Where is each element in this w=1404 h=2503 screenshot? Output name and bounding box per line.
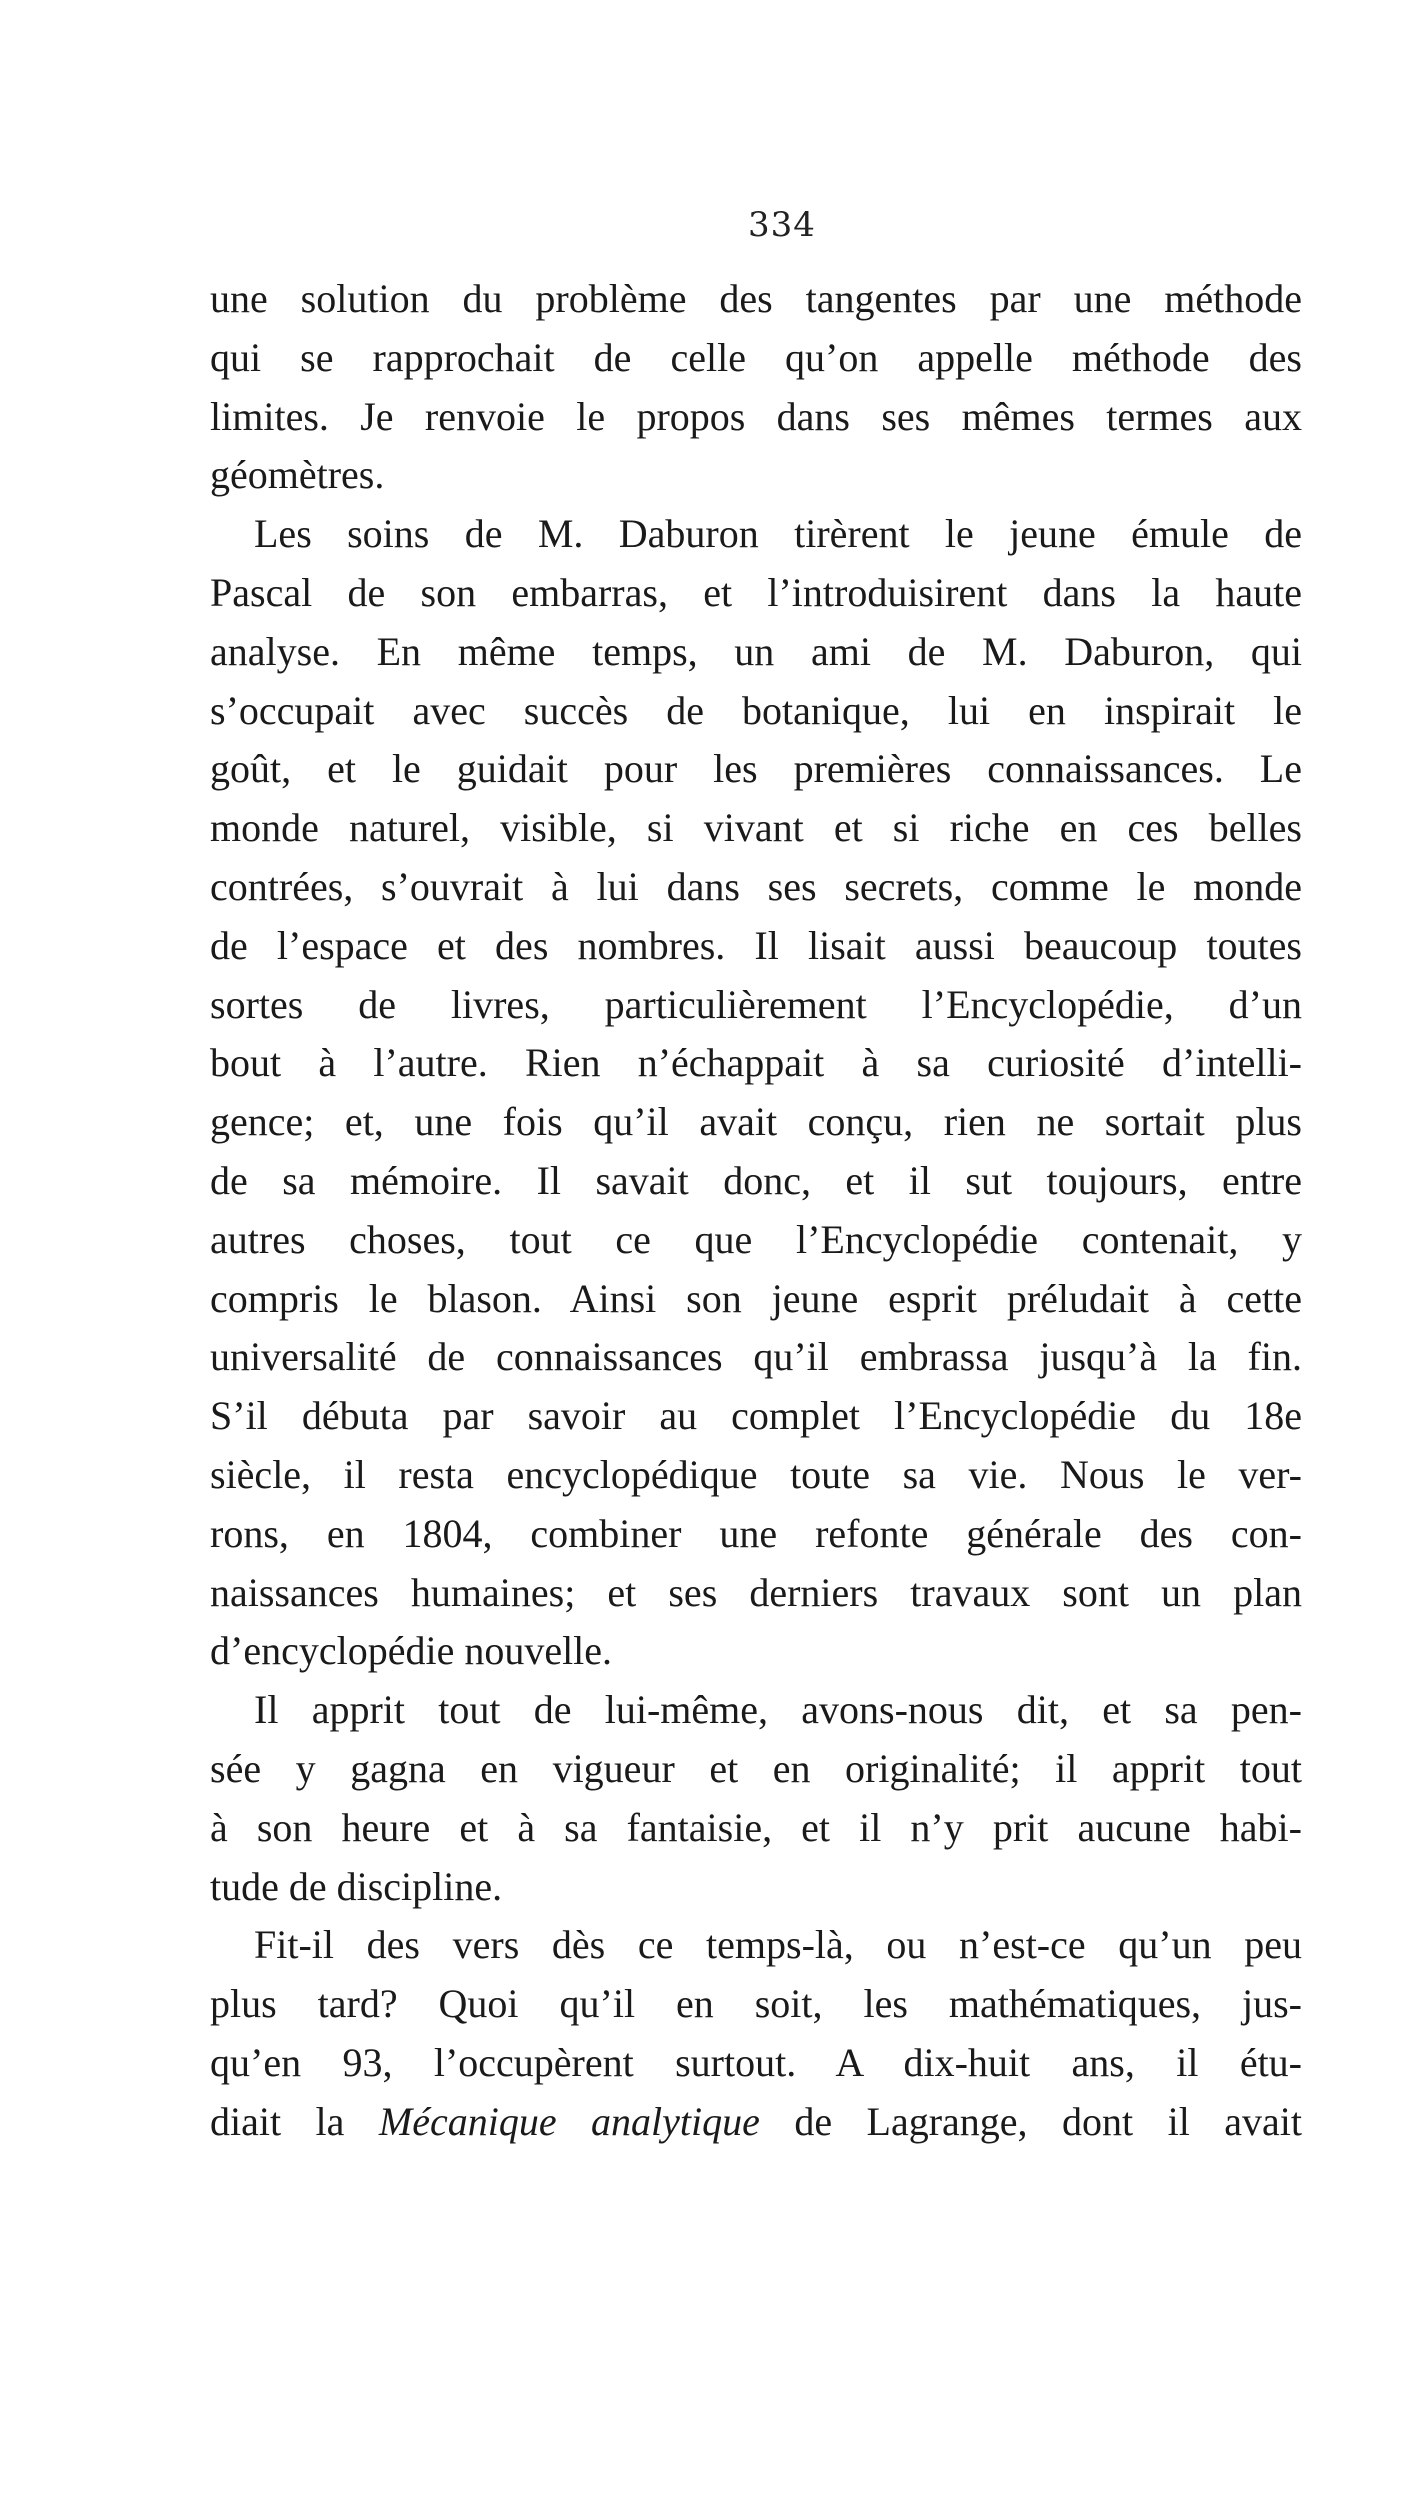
text-line: Il apprit tout de lui-même, avons-nous dit, et sa pen- [254,1687,1302,1733]
text-line: gence; et, une fois qu’il avait conçu, rien ne sortait plus [210,1099,1302,1145]
paragraph [210,1916,1302,2151]
text-line: goût, et le guidait pour les premières connaissances. Le [210,746,1302,792]
text-line: géomètres. [210,452,385,498]
text-line: universalité de connaissances qu’il embrassa jusqu’à la fin. [210,1334,1302,1380]
paragraph [210,1681,1302,1916]
text-line: Les soins de M. Daburon tirèrent le jeune émule de [254,511,1302,557]
text-line: s’occupait avec succès de botanique, lui en inspirait le [210,687,1302,733]
text-line: sée y gagna en vigueur et en originalité; il apprit tout [210,1745,1302,1791]
paragraph-continued [210,270,1302,505]
book-title: Mécanique analytique [378,2098,760,2144]
text-line: tude de discipline. [210,1863,503,1909]
text-line: de l’espace et des nombres. Il lisait aussi beaucoup toutes [210,922,1302,968]
text-line: Fit-il des vers dès ce temps-là, ou n’est-ce qu’un peu [254,1922,1302,1968]
text-line: analyse. En même temps, un ami de M. Daburon, qui [210,628,1302,674]
text-line: S’il débuta par savoir au complet l’Encyclopédie du 18e [210,1393,1302,1439]
body-text [210,270,1302,2152]
paragraph [210,505,1302,1681]
text-line: limites. Je renvoie le propos dans ses mêmes termes aux [210,393,1302,439]
text-line: qu’en 93, l’occupèrent surtout. A dix-huit ans, il étu- [210,2039,1302,2085]
text-line: plus tard? Quoi qu’il en soit, les mathématiques, jus- [210,1981,1302,2027]
page-number: 334 [748,205,816,245]
text-line: bout à l’autre. Rien n’échappait à sa curiosité d’intelli- [210,1040,1302,1086]
text-line: compris le blason. Ainsi son jeune esprit préludait à cette [210,1275,1302,1321]
text-line: diait la Mécanique analytique de Lagrange, dont il avait [210,2098,1302,2144]
text-line: de sa mémoire. Il savait donc, et il sut toujours, entre [210,1157,1302,1203]
text-line: à son heure et à sa fantaisie, et il n’y prit aucune habi- [210,1804,1302,1850]
text-line: sortes de livres, particulièrement l’Encyclopédie, d’un [210,981,1302,1027]
text-line: rons, en 1804, combiner une refonte générale des con- [210,1510,1302,1556]
text-line: naissances humaines; et ses derniers travaux sont un plan [210,1569,1302,1615]
text-line: autres choses, tout ce que l’Encyclopédie contenait, y [210,1216,1302,1262]
text-line: monde naturel, visible, si vivant et si riche en ces belles [210,805,1302,851]
text-line: une solution du problème des tangentes par une méthode [210,276,1302,321]
text-line: d’encyclopédie nouvelle. [210,1628,613,1674]
text-line: qui se rapprochait de celle qu’on appelle méthode des [210,334,1302,380]
text-line: Pascal de son embarras, et l’introduisirent dans la haute [210,569,1302,615]
text-line: contrées, s’ouvrait à lui dans ses secrets, comme le monde [210,863,1302,909]
text-line: siècle, il resta encyclopédique toute sa vie. Nous le ver- [210,1451,1302,1497]
